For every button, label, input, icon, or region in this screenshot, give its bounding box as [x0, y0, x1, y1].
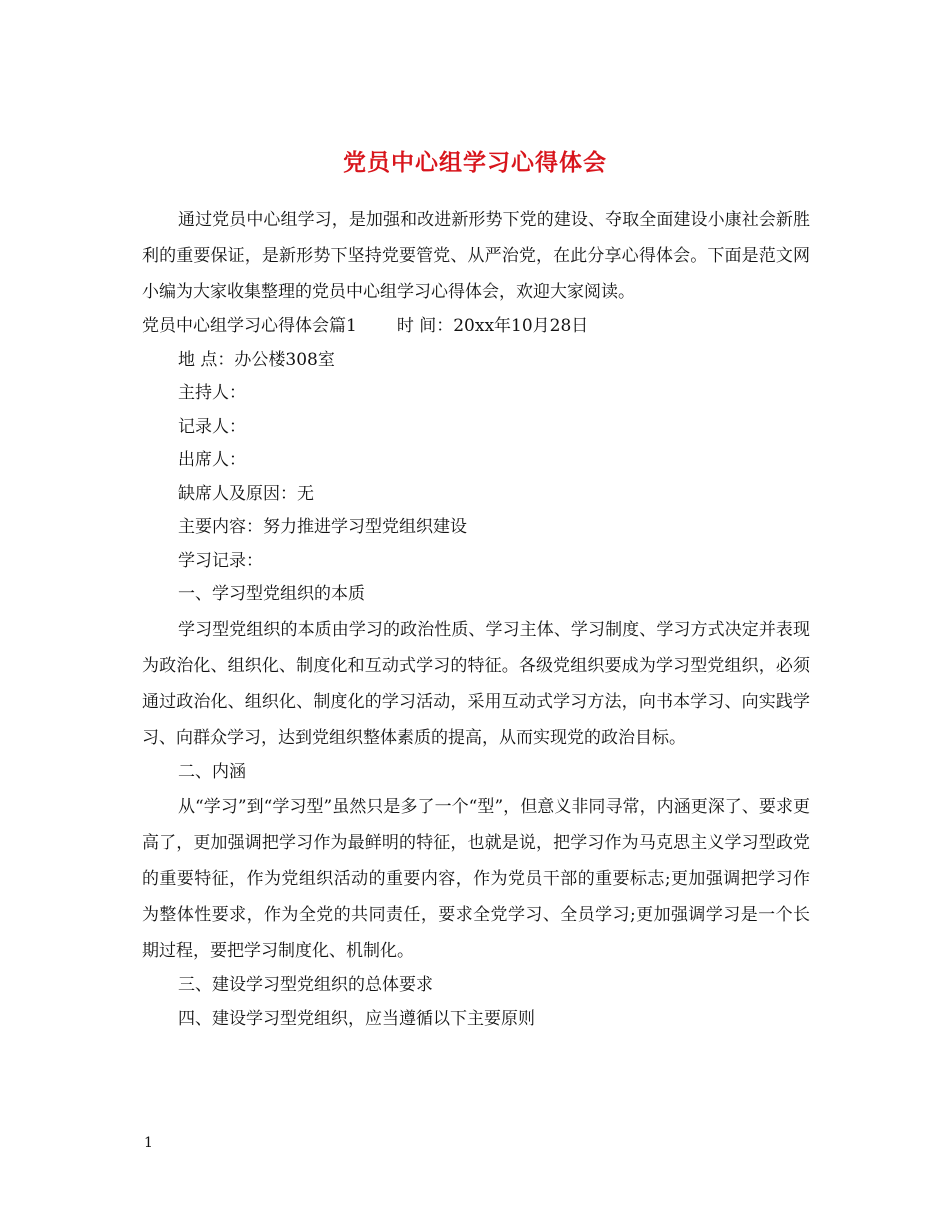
record-main-content: 主要内容：努力推进学习型党组织建设 [178, 517, 467, 537]
section-2-text: 从“学习”到“学习型”虽然只是多了一个“型”，但意义非同寻常，内涵更深了、要求更高了，更加强调把学习作为最鲜明的特征，也就是说，把学习作为马克思主义学习型政党的重要特征，作为党组织活动的重要内容，作为党员干部的重要标志;更加强调把学习作为整体性要求，作为全党的共同责任，要求全党学习、全员学习;更加强调学习是一个长期过程，要把学习制度化、机制化。 [142, 797, 810, 961]
record-time-label: 时 间： [396, 316, 454, 336]
record-time-value: 20xx年10月28日 [453, 316, 589, 336]
record-heading-line [142, 310, 810, 344]
intro-paragraph: 通过党员中心组学习，是加强和改进新形势下党的建设、夺取全面建设小康社会新胜利的重要保证，是新形势下坚持党要管党、从严治党，在此分享心得体会。下面是范文网小编为大家收集整理的党员中心组学习心得体会，欢迎大家阅读。 [142, 210, 810, 302]
section-4-heading: 四、建设学习型党组织，应当遵循以下主要原则 [178, 1008, 535, 1029]
section-2-heading: 二、内涵 [178, 761, 246, 782]
record-heading: 党员中心组学习心得体会篇1 [142, 316, 357, 336]
record-recorder: 记录人： [178, 416, 246, 437]
record-host: 主持人： [178, 383, 246, 403]
document-title: 党员中心组学习心得体会 [343, 149, 607, 177]
record-place: 地 点：办公楼308室 [178, 349, 335, 370]
record-study-record: 学习记录： [178, 550, 263, 571]
record-attendees: 出席人： [178, 450, 246, 470]
section-1-heading: 一、学习型党组织的本质 [178, 584, 365, 604]
section-1-text: 学习型党组织的本质由学习的政治性质、学习主体、学习制度、学习方式决定并表现为政治化、组织化、制度化和互动式学习的特征。各级党组织要成为学习型党组织，必须通过政治化、组织化、制度化的学习活动，采用互动式学习方法，向书本学习、向实践学习、向群众学习，达到党组织整体素质的提高，从而实现党的政治目标。 [142, 619, 810, 748]
section-3-heading: 三、建设学习型党组织的总体要求 [178, 975, 433, 995]
document-body [142, 202, 810, 1036]
page-number: 1 [144, 1135, 153, 1151]
record-absent: 缺席人及原因：无 [178, 483, 314, 504]
